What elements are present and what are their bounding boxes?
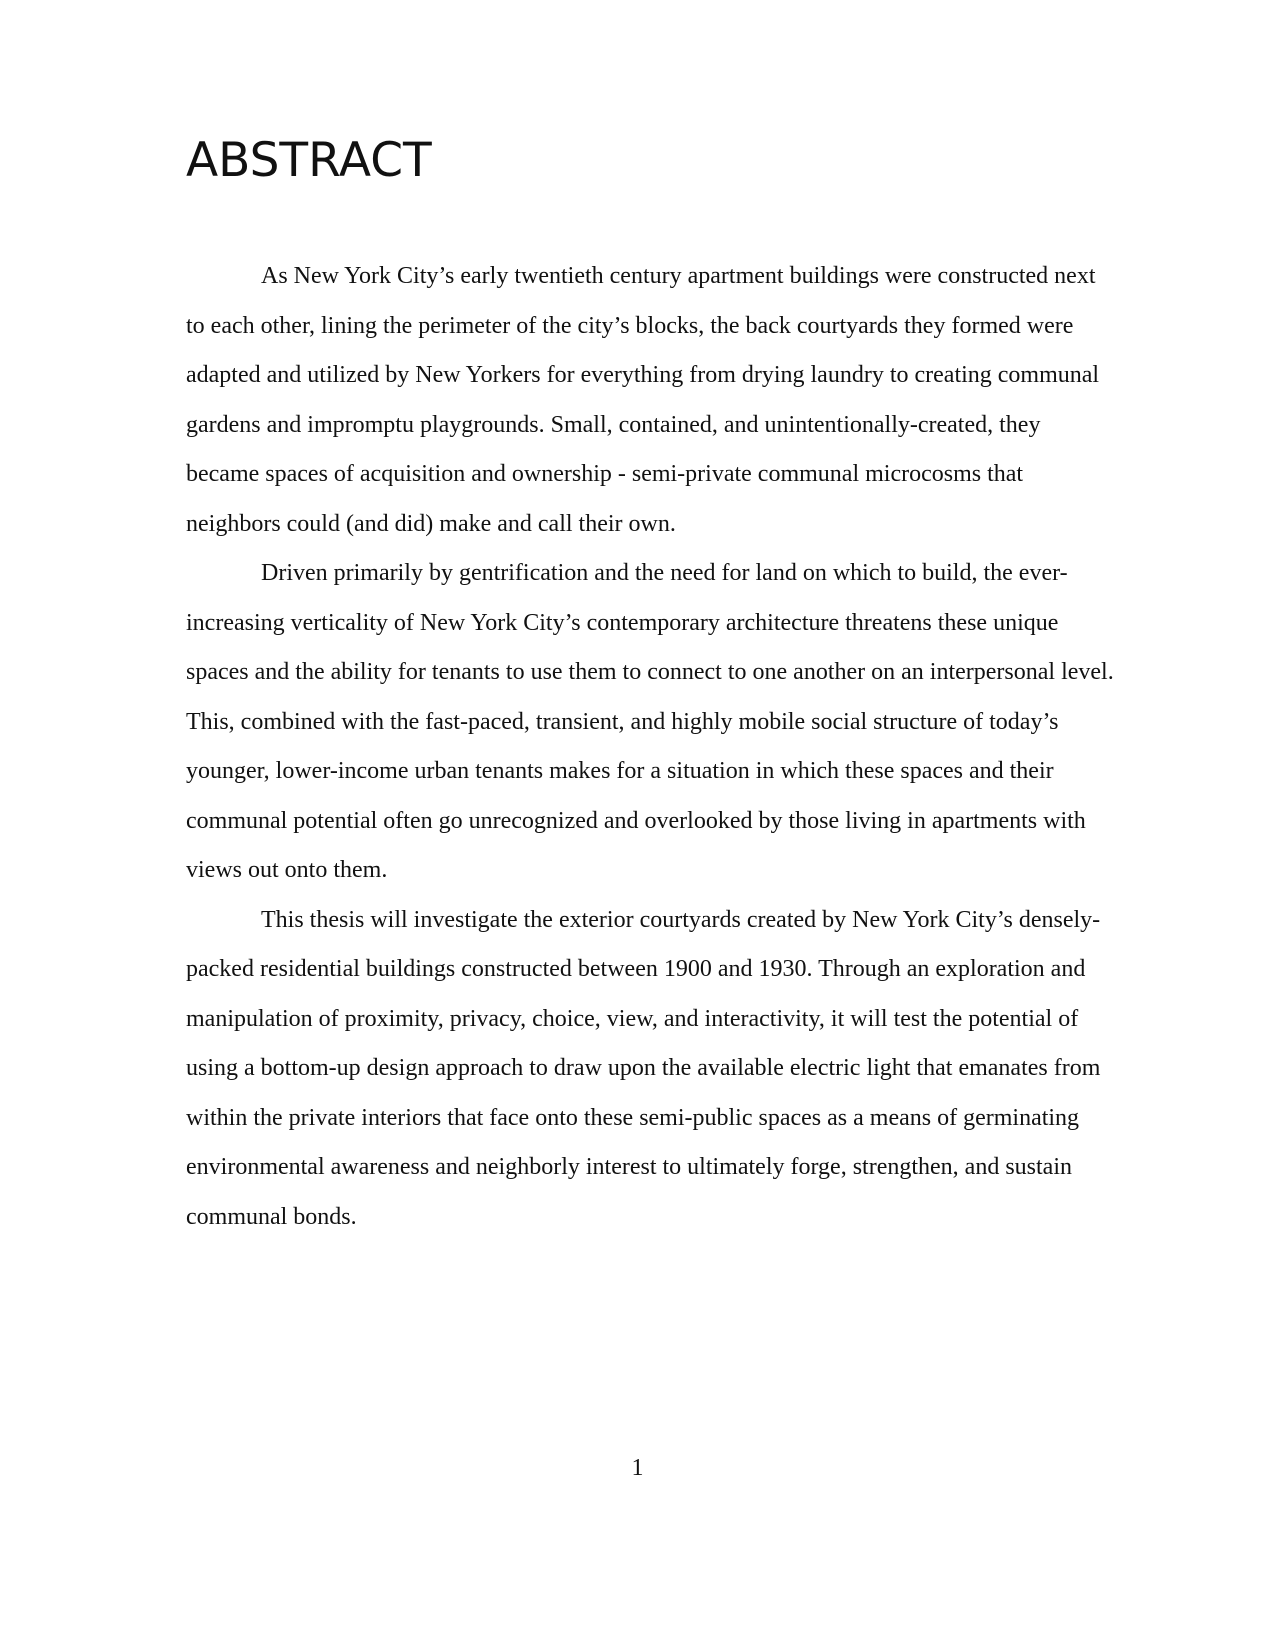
paragraph-1: As New York City’s early twentieth century apartment buildings were constructed next to each other, lining the perimeter of the city’s blocks, the back courtyards they formed were adapted and utilized by New Yorkers for everything from drying laundry to creating communal gardens and impromptu playgrounds. Small, contained, and unintentionally-created, they became spaces of acquisition and ownership - semi-private communal microcosms that neighbors could (and did) make and call their own. — [186, 263, 1100, 537]
paragraph-3: This thesis will investigate the exterior courtyards created by New York City’s densely-packed residential buildings constructed between 1900 and 1930. Through an exploration and manipulation of proximity, privacy, choice, view, and interactivity, it will test the potential of using a bottom-up design approach to draw upon the available electric light that emanates from within the private interiors that face onto these semi-public spaces as a means of germinating environmental awareness and neighborly interest to ultimately forge, strengthen, and sustain communal bonds. — [186, 906, 1101, 1230]
paragraph-2: Driven primarily by gentrification and the need for land on which to build, the ever-increasing verticality of New York City’s contemporary architecture threatens these unique spaces and the ability for tenants to use them to connect to one another on an interpersonal level. This, combined with the fast-paced, transient, and highly mobile social structure of today’s younger, lower-income urban tenants makes for a situation in which these spaces and their communal potential often go unrecognized and overlooked by those living in apartments with views out onto them. — [186, 560, 1114, 883]
page-number: 1 — [631, 1455, 644, 1481]
abstract-body — [186, 252, 1118, 1242]
page-title: ABSTRACT — [186, 133, 432, 188]
